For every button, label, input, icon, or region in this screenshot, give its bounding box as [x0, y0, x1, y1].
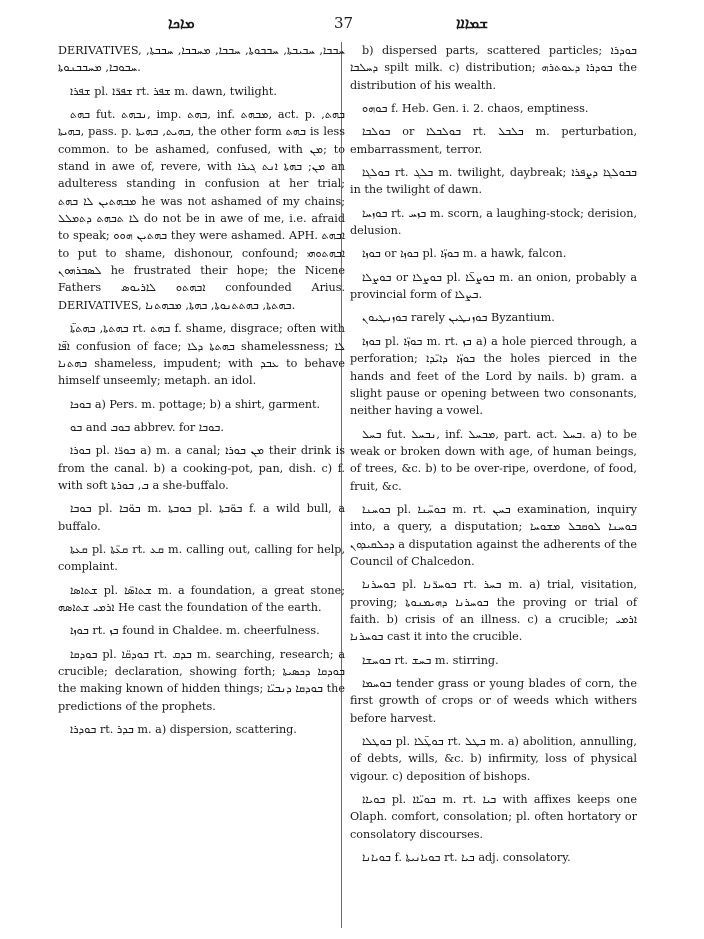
- dictionary-entry: ܒܘܪܐ pl. ܒܘܪ̈ܐ a) m. a canal; ܡܢ ܒܘܪܐ their drink is from the canal. b) a cooking-pot, pan, dish. c) f. with soft ܒ, ܒܘܪܬܐ a she-buffalo.: [58, 444, 345, 492]
- dictionary-entry: ܒܘ and ܒܘܒ abbrev. for ܒܘܒܐ.: [70, 420, 224, 434]
- header-right-word: ܫܡܐܐܐ: [456, 14, 489, 32]
- dictionary-entry: ܩܥܬܐ pl. ܩܥ̈ܬܐ rt. ܩܥ m. calling out, calling for help, complaint.: [58, 542, 345, 574]
- dictionary-entry: ܒܘܠܒܐ or ܒܘܠܒܠܐ rt. ܒܠܒܠ m. perturbation, embarrassment, terror.: [350, 125, 638, 156]
- dictionary-entry: b) dispersed parts, scattered particles; ܒܘܕܪܐ ܕܚܠܒܐ spilt milk. c) distribution; ܒܘܕܪܐ ܕܥܘܬܪܗ the distribution of his wealth.: [350, 44, 637, 92]
- dictionary-entry: ܒܘܠܓܐ rt. ܒܠܓ m. twilight, daybreak; ܒܒܘܠܓܐ ܕܨܦܪܐ in the twilight of dawn.: [350, 166, 638, 197]
- dictionary-entry: ܒܘܚܢܐ pl. ܒܘܚ̈ܢܐ m. rt. ܒܚܢ examination, inquiry into, a query, a disputation; ܒܘܚܢܐ ܠܘܩܒܠ ܡܫܘܚܐ ܕܟܠܩܝܕܘܢ a disputation against the adherents of the Council of Chalcedon.: [350, 502, 638, 568]
- dictionary-entry: ܫܬܐܣܐ pl. ܫܬܐܣ̈ܐ m. a foundation, a great stone; ܐܪܡܝ ܫܬܐܣܗ He cast the foundation of the earth.: [58, 583, 345, 614]
- dictionary-entry: DERIVATIVES, ܚܒܒܐ, ܚܒܝܒܬܐ, ܚܒܒܘܬܐ, ܚܒܒܐ, ܡܚܒܒܐ, ܚܒܒܬܐ, ܚܒܘܒܐ, ܡܚܒܒܢܘܬܐ.: [58, 44, 345, 75]
- dictionary-entry: ܒܘܝܐܢܐ f. ܒܘܝܐܢܝܬܐ rt. ܒܝܐ adj. consolatory.: [362, 851, 571, 865]
- dictionary-entry: ܒܘܚܪܢܐ pl. ܒܘܚܪ̈ܢܐ rt. ܒܚܪ m. a) trial, visitation, proving; ܒܘܚܪܢܐ ܕܗܝܡܢܘܬܐ the proving or trial of faith. b) crisis of an illness. c) a crucible; ܐܪܡܝ ܒܘܚܪܢܐ cast it into the crucible.: [350, 578, 638, 644]
- header-left-word: ܡܐܟܐ: [168, 14, 195, 32]
- dictionary-entry: ܒܘܚܫܐ rt. ܒܚܫ m. stirring.: [362, 653, 499, 667]
- dictionary-entry: ܒܘܙܚܐ rt. ܒܙܚ m. scorn, a laughing-stock; derision, delusion.: [350, 206, 638, 238]
- dictionary-entry: ܒܘܗܘ f. Heb. Gen. i. 2. chaos, emptiness.: [362, 102, 589, 116]
- dictionary-entry: ܒܘܕܩܐ pl. ܒܘܕܩ̈ܐ rt. ܒܕܩ m. searching, research; a crucible; declaration, showing forth; ܒܘܕܩܐ ܕܟܣܝܬܐ the making known of hidden things; ܒܘܕܩܐ ܕܢܒܝ̈ܐ the predictions of the prophets.: [58, 647, 346, 713]
- dictionary-entry: ܒܘܙܐ rt. ܒܙ found in Chaldee. m. cheerfulness.: [70, 624, 320, 638]
- dictionary-entry: ܒܘܟܐ a) Pers. m. pottage; b) a shirt, garment.: [70, 397, 321, 411]
- dictionary-entry: ܒܘܙܐ pl. ܒܘܙ̈ܐ m. rt. ܒܙ a) a hole pierced through, a perforation; ܒܘܙ̈ܐ ܕܐܝ̈ܕܐ the holes pierced in the hands and feet of the Lord by nails. b) gram. a slight pause or opening between two consonants, neither having a vowel.: [350, 334, 637, 418]
- dictionary-entry: ܒܗܬ fut. ܢܒܗܬ, imp. ܒܗܬ, inf. ܡܒܗܬ, act. p. ܒܗܬ, ܒܗܝܬܐ, pass. p. ܒܗܝܬ, ܒܗܝܬܐ, the other form ܒܗܬ is less common. to be ashamed, confused, with ܡܢ; to stand in awe of, revere, with ܡܢ; ܒܗܬܐ ܐܢܬ ܓܝܪܐ an adulteress standing in confusion at her trial; ܡܒܗܬܝܢ ܠܐ ܒܗܬ he was not ashamed of my chains; ܠܐ ܬܒܗܬ ܕܬܡܠܠ do not be in awe of me, i.e. afraid to speak; ܒܗܬܝܢ ܗܘܘ they were ashamed. APH. ܐܒܗܬ to put to shame, dishonour, confound; ܐܒܗܬܘܗܝ ܠܣܒܪܗܘܢ he frustrated their hope; the Nicene Fathers ܐܒܗܬܘ ܠܐܪܝܘܣ confounded Arius. DERIVATIVES, ܒܗܬܬܐ, ܒܗܬܬܢܘܬܐ, ܒܗܬܐ, ܡܒܗܬܢܐ.: [58, 108, 346, 312]
- page-number: 37: [334, 14, 354, 32]
- dictionary-entry: ܒܘܚܡܐ tender grass or young blades of corn, the first growth of crops or of weeds which withers before harvest.: [350, 677, 637, 725]
- dictionary-entry: ܒܘܕܪܐ rt. ܒܕܪ m. a) dispersion, scattering.: [70, 723, 297, 737]
- dictionary-entry: ܒܘܒܐ pl. ܒܘ̈ܒܐ m. ܒܘܒܬܐ pl. ܒܘ̈ܒܬܐ f. a wild bull, a buffalo.: [58, 502, 345, 533]
- dictionary-entry: ܒܘܨܠܐ or ܒܘܨܠܐ pl. ܒܘܨܠ̈ܐ m. an onion, probably a provincial form of ܒܨܠܐ.: [350, 270, 637, 302]
- left-column: [58, 42, 345, 744]
- dictionary-entry: ܒܘܙܐ or ܒܘܙܐ pl. ܒܘܙ̈ܐ m. a hawk, falcon.: [362, 247, 567, 261]
- dictionary-entry: ܫܦܪܐ pl. ܫܦܪ̈ܐ rt. ܫܦܪ m. dawn, twilight.: [70, 84, 277, 98]
- dictionary-entry: ܒܘܙܢܛܝܘܢ rarely ܒܘܙܢܛܝܢ Byzantium.: [362, 311, 555, 325]
- dictionary-entry: ܒܘܝܐܐ pl. ܒܘܝ̈ܐܐ m. rt. ܒܝܐ with affixes keeps one Olaph. comfort, consolation; pl. often hortatory or consolatory discourses.: [350, 793, 637, 841]
- right-column: [350, 42, 637, 872]
- dictionary-entry: ܒܘܛܠܐ pl. ܒܘܛ̈ܠܐ rt. ܒܛܠ m. a) abolition, annulling, of debts, wills, &c. b) infirmity, loss of physical vigour. c) deposition of bishops.: [350, 735, 637, 783]
- dictionary-entry: ܒܚܠ fut. ܢܒܚܠ, inf. ܡܒܚܠ, part. act. ܒܚܠ. a) to be weak or broken down with age, of human beings, of trees, &c. b) to be over-ripe, overdone, of food, fruit, &c.: [350, 427, 638, 493]
- dictionary-entry: ܒܗܬܬܐ, ܒܗܬܬ̈ܐ rt. ܒܗܬ f. shame, disgrace; often with ܐܦ̈ܐ confusion of face; ܒܗܬܬܐ ܕܠܐ shamelessness; ܠܐ ܒܗܬܢܐ shameless, impudent; with ܥܒܕ to behave himself unseemly; metaph. an idol.: [58, 322, 346, 388]
- page-header: [58, 14, 658, 38]
